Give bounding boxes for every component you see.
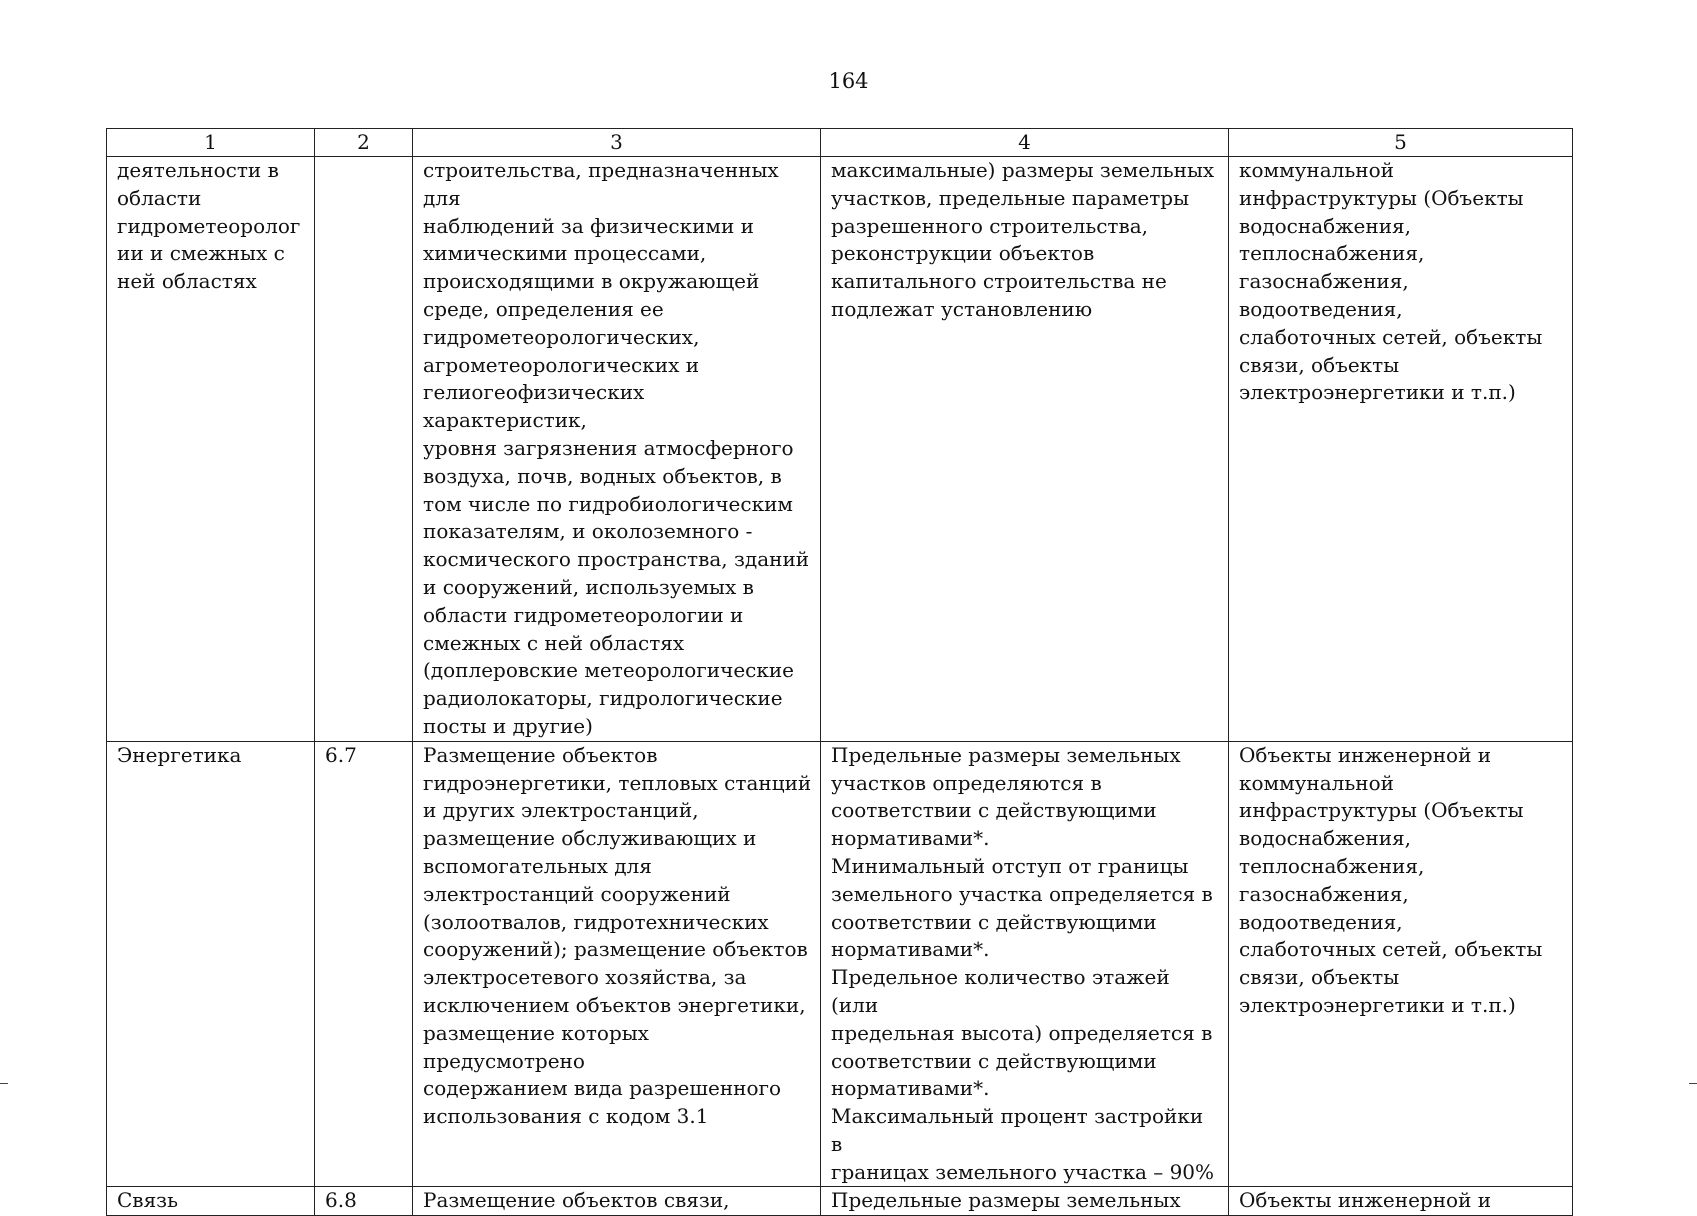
parameters-cell bbox=[821, 1187, 1229, 1216]
use-description-text: Размещение объектов гидроэнергетики, тепловых станций и других электростанций, размещение обслуживающих и вспомогательных для электростанций сооружений (золоотвалов, гидротехнических сооружений); размещение объектов электросетевого хозяйства, за исключением объектов энергетики, размещение которых предусмотрено содержанием вида разрешенного использования с кодом 3.1 bbox=[423, 742, 812, 1129]
parameters-cell bbox=[821, 741, 1229, 1187]
use-code-cell bbox=[315, 741, 413, 1187]
column-header-2: 2 bbox=[315, 129, 413, 157]
parameters-cell bbox=[821, 157, 1229, 742]
infrastructure-cell bbox=[1229, 741, 1573, 1187]
parameters-text: максимальные) размеры земельных участков, предельные параметры разрешенного строительства, реконструкции объектов капитального строительства не подлежат установлению bbox=[831, 158, 1215, 321]
column-header-3: 3 bbox=[413, 129, 821, 157]
infrastructure-text: Объекты инженерной и bbox=[1239, 1188, 1492, 1213]
page-number: 164 bbox=[828, 69, 869, 93]
infrastructure-cell bbox=[1229, 1187, 1573, 1216]
use-description-cell bbox=[413, 157, 821, 742]
use-code-text: 6.8 bbox=[325, 1188, 357, 1213]
use-type-cell bbox=[107, 741, 315, 1187]
column-header-5: 5 bbox=[1229, 129, 1573, 157]
parameters-text: Предельные размеры земельных bbox=[831, 1188, 1181, 1213]
infrastructure-text: коммунальной инфраструктуры (Объекты водоснабжения, теплоснабжения, газоснабжения, водоотведения, слаботочных сетей, объекты связи, объекты электроэнергетики и т.п.) bbox=[1239, 158, 1543, 405]
land-use-table bbox=[106, 128, 1573, 1216]
table-row bbox=[107, 741, 1573, 1187]
table-row bbox=[107, 157, 1573, 742]
scan-edge-mark bbox=[1689, 1083, 1697, 1084]
use-code-text: 6.7 bbox=[325, 742, 357, 767]
use-code-cell bbox=[315, 1187, 413, 1216]
use-type-text: Связь bbox=[117, 1188, 178, 1213]
use-type-text: Энергетика bbox=[117, 742, 242, 767]
scan-edge-mark bbox=[0, 1083, 8, 1084]
use-description-cell bbox=[413, 741, 821, 1187]
use-description-text: Размещение объектов связи, bbox=[423, 1188, 730, 1213]
table-row bbox=[107, 1187, 1573, 1216]
use-description-text: строительства, предназначенных для наблюдений за физическими и химическими процессами, происходящими в окружающей среде, определения ее гидрометеорологических, агрометеорологических и гелиогеофизических характеристик, уровня загрязнения атмосферного воздуха, почв, водных объектов, в том числе по гидробиологическим показателям, и околоземного - космического пространства, зданий и сооружений, используемых в области гидрометеорологии и смежных с ней областях (доплеровские метеорологические радиолокаторы, гидрологические посты и другие) bbox=[423, 158, 810, 738]
use-code-cell bbox=[315, 157, 413, 742]
use-type-cell bbox=[107, 1187, 315, 1216]
parameters-text: Предельные размеры земельных участков определяются в соответствии с действующими нормативами*. Минимальный отступ от границы земельного участка определяется в соответствии с действующими нормативами*. Предельное количество этажей (или предельная высота) определяется в соответствии с действующими нормативами*. Максимальный процент застройки в границах земельного участка – 90% bbox=[831, 742, 1215, 1184]
column-number-row bbox=[107, 129, 1573, 157]
use-type-cell bbox=[107, 157, 315, 742]
use-type-text: деятельности в области гидрометеоролог ии и смежных с ней областях bbox=[117, 158, 301, 294]
infrastructure-text: Объекты инженерной и коммунальной инфраструктуры (Объекты водоснабжения, теплоснабжения, газоснабжения, водоотведения, слаботочных сетей, объекты связи, объекты электроэнергетики и т.п.) bbox=[1239, 742, 1543, 1017]
infrastructure-cell bbox=[1229, 157, 1573, 742]
column-header-4: 4 bbox=[821, 129, 1229, 157]
column-header-1: 1 bbox=[107, 129, 315, 157]
use-description-cell bbox=[413, 1187, 821, 1216]
